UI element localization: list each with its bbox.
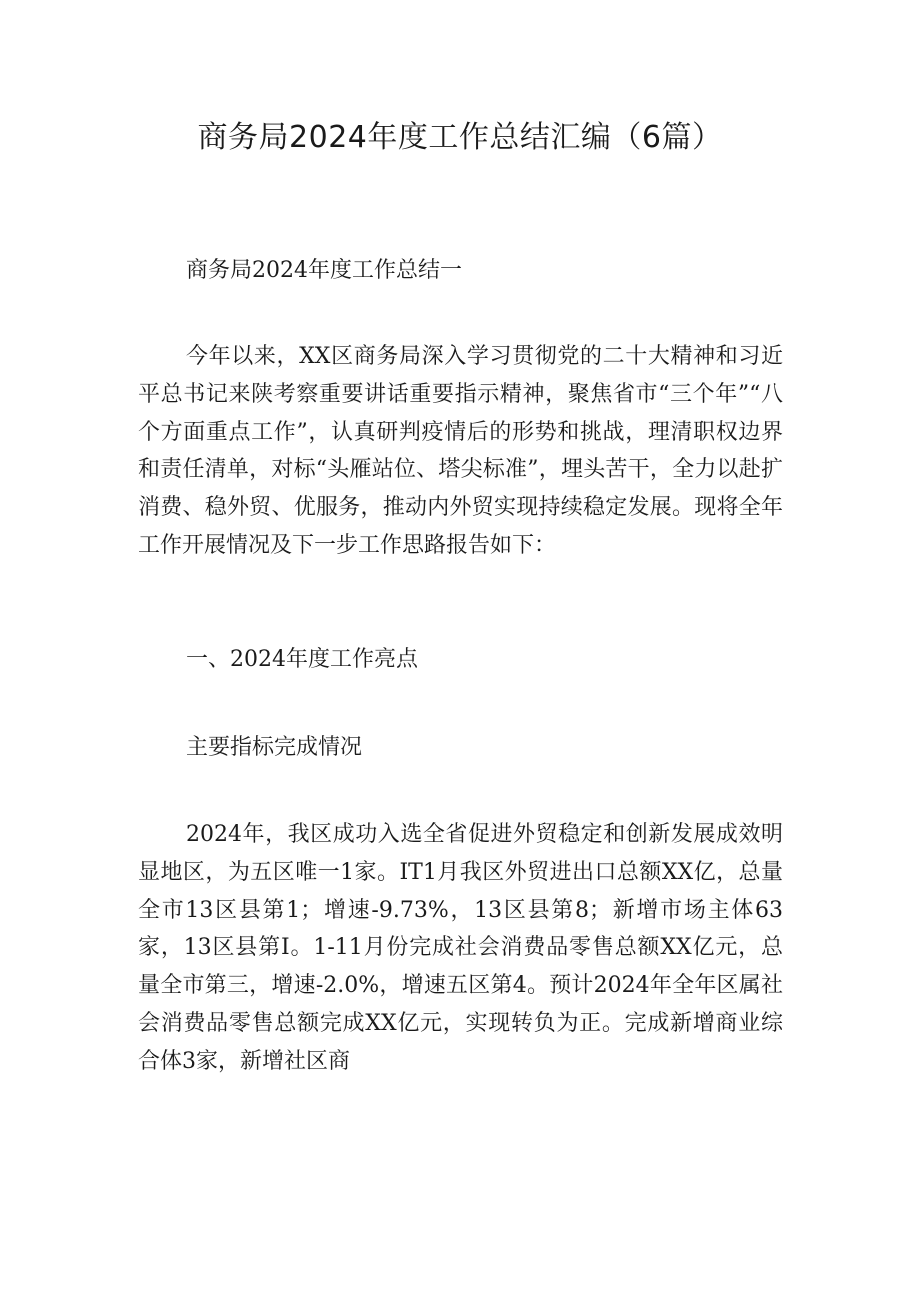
document-subtitle: 商务局2024年度工作总结一 xyxy=(186,258,462,283)
document-title: 商务局2024年度工作总结汇编（6篇） xyxy=(197,120,723,155)
intro-paragraph: 今年以来，XX区商务局深入学习贯彻党的二十大精神和习近平总书记来陕考察重要讲话重要指示精神，聚焦省市“三个年”“八个方面重点工作”，认真研判疫情后的形势和挑战，理清职权边界和责任清单，对标“头雁站位、塔尖标准”，埋头苦干，全力以赴扩消费、稳外贸、优服务，推动内外贸实现持续稳定发展。现将全年工作开展情况及下一步工作思路报告如下： xyxy=(138,344,783,558)
subsection-heading: 主要指标完成情况 xyxy=(186,735,363,760)
body-paragraph: 2024年，我区成功入选全省促进外贸稳定和创新发展成效明显地区，为五区唯一1家。IT1月我区外贸进出口总额XX亿，总量全市13区县第1；增速-9.73%，13区县第8；新增市场主体63家，13区县第I。1-11月份完成社会消费品零售总额XX亿元，总量全市第三，增速-2.0%，增速五区第4。预计2024年全年区属社会消费品零售总额完成XX亿元，实现转负为正。完成新增商业综合体3家，新增社区商 xyxy=(138,822,783,1074)
section-heading: 一、2024年度工作亮点 xyxy=(186,647,418,672)
